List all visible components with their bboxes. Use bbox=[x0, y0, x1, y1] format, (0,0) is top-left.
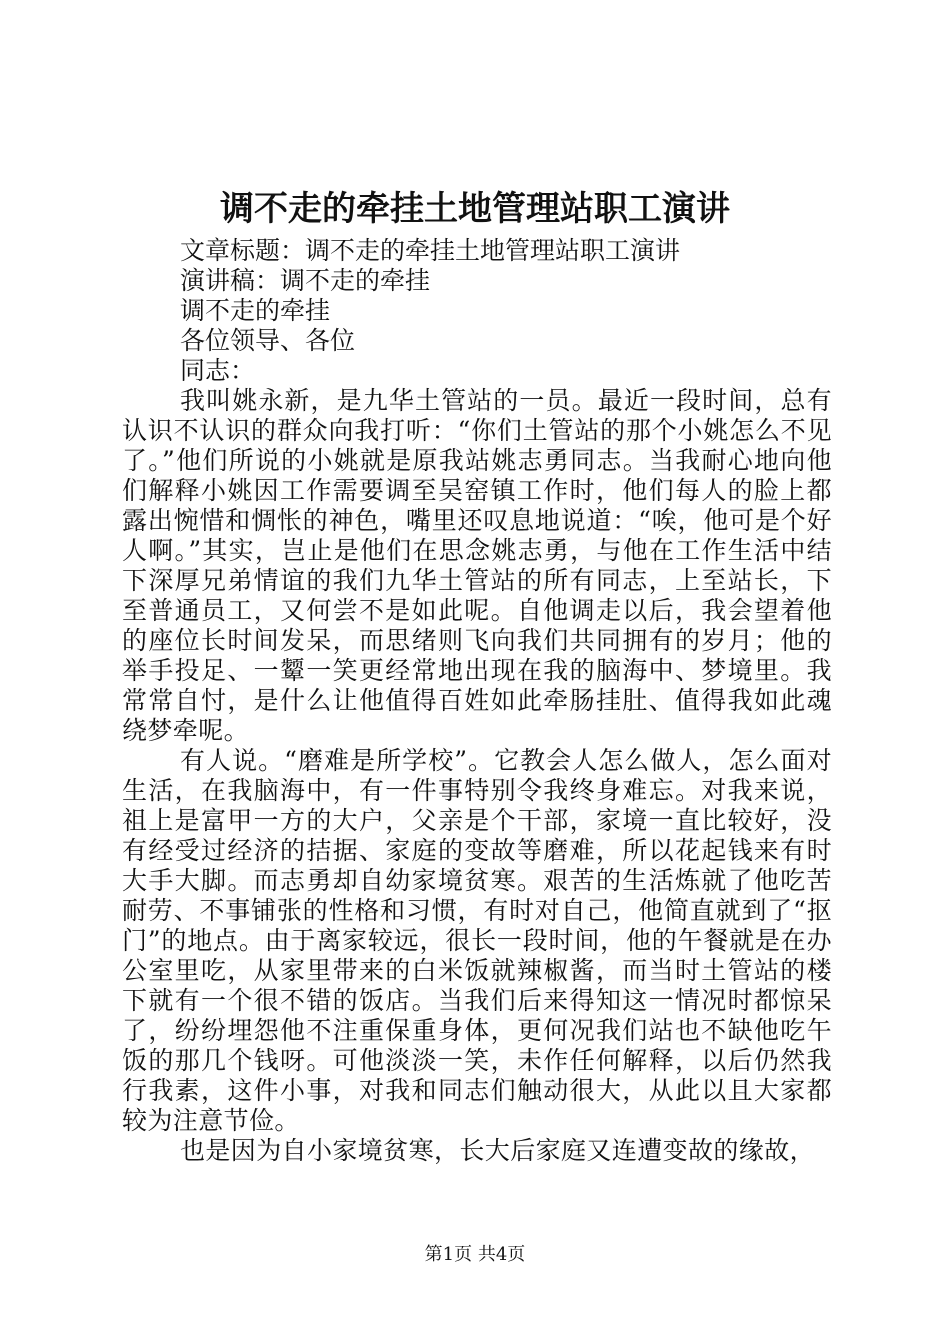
document-title: 调不走的牵挂土地管理站职工演讲 bbox=[220, 189, 730, 229]
paragraph-1: 我叫姚永新，是九华土管站的一员。最近一段时间，总有认识不认识的群众向我打听：“你们土管站的那个小姚怎么不见了。”他们所说的小姚就是原我站姚志勇同志。当我耐心地向他们解释小姚因工作需要调至吴窑镇工作时，他们每人的脸上都露出惋惜和惆怅的神色，嘴里还叹息地说道：“唉，他可是个好人啊。”其实，岂止是他们在思念姚志勇，与他在工作生活中结下深厚兄弟情谊的我们九华土管站的所有同志，上至站长，下至普通员工，又何尝不是如此呢。自他调走以后，我会望着他的座位长时间发呆，而思绪则飞向我们共同拥有的岁月；他的举手投足、一颦一笑更经常地出现在我的脑海中、梦境里。我常常自忖，是什么让他值得百姓如此牵肠挂肚、值得我如此魂绕梦牵呢。 bbox=[122, 386, 832, 745]
page-footer: 第1页 共4页 bbox=[424, 1244, 526, 1265]
meta-line-subtitle: 调不走的牵挂 bbox=[180, 296, 331, 325]
document-body bbox=[122, 236, 832, 1166]
meta-line-salutation: 同志： bbox=[180, 356, 256, 385]
paragraph-2: 有人说。“磨难是所学校”。它教会人怎么做人，怎么面对生活，在我脑海中，有一件事特别令我终身难忘。对我来说，祖上是富甲一方的大户，父亲是个干部，家境一直比较好，没有经受过经济的拮据、家庭的变故等磨难，所以花起钱来有时大手大脚。而志勇却自幼家境贫寒。艰苦的生活炼就了他吃苦耐劳、不事铺张的性格和习惯，有时对自己，他简直就到了“抠门”的地点。由于离家较远，很长一段时间，他的午餐就是在办公室里吃，从家里带来的白米饭就辣椒酱，而当时土管站的楼下就有一个很不错的饭店。当我们后来得知这一情况时都惊呆了，纷纷埋怨他不注重保重身体，更何况我们站也不缺他吃午饭的那几个钱呀。可他淡淡一笑，未作任何解释，以后仍然我行我素，这件小事，对我和同志们触动很大，从此以且大家都较为注意节俭。 bbox=[122, 746, 832, 1135]
meta-line-speech: 演讲稿：调不走的牵挂 bbox=[180, 266, 431, 295]
meta-line-greeting: 各位领导、各位 bbox=[180, 326, 356, 355]
meta-line-article-title: 文章标题：调不走的牵挂土地管理站职工演讲 bbox=[180, 236, 681, 265]
paragraph-3: 也是因为自小家境贫寒，长大后家庭又连遭变故的缘故， bbox=[180, 1136, 816, 1165]
